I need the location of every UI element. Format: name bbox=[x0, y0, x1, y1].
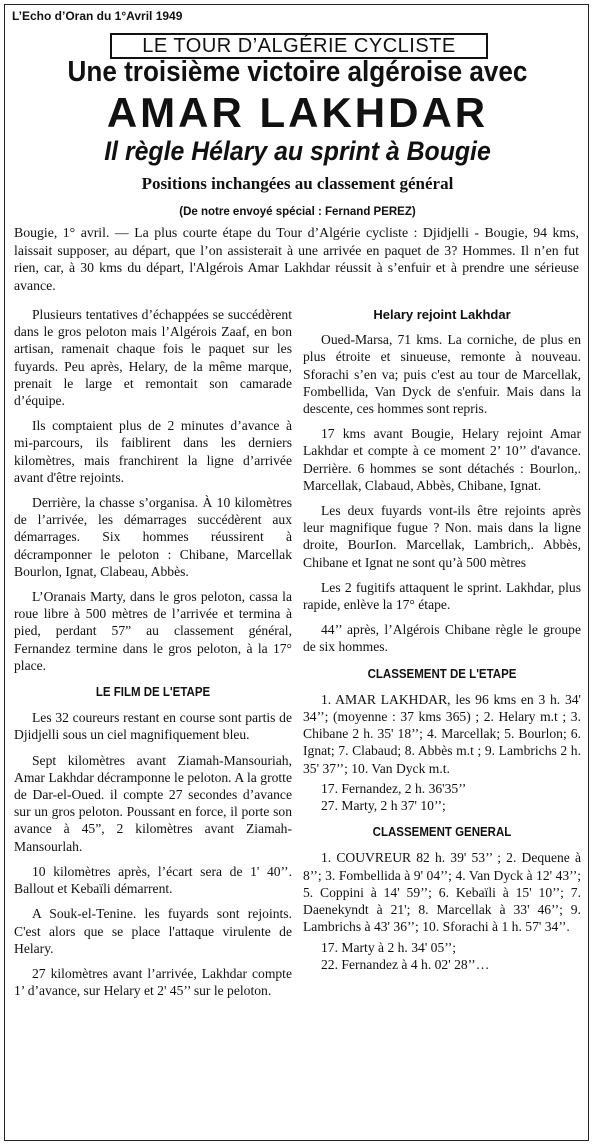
left-column bbox=[14, 306, 292, 1007]
section-title-classement-general: CLASSEMENT GENERAL bbox=[372, 825, 512, 840]
section-title-classement-etape: CLASSEMENT DE L'ETAPE bbox=[367, 666, 517, 681]
paragraph: Derrière, la chasse s’organisa. À 10 kilomètres de l’arrivée, les démarrages succédèrent aux démarrages. Six hommes réussirent à décramponner le peloton : Chibane, Marcellak Bourlon, Ignat, Clabeau, Abbès. bbox=[14, 495, 292, 579]
paragraph: Oued-Marsa, 71 kms. La corniche, de plus en plus étroite et sinueuse, remonte à nouveau. Sforachi s’en va; puis c'est au tour de Marcellak, Fombellida, Van Dyck de s'enfuir. Mais dans la descente, ces hommes sont repris. bbox=[303, 332, 581, 417]
right-column bbox=[303, 306, 581, 973]
paragraph: A Souk-el-Tenine. les fuyards sont rejoints. C'est alors que se place l'attaque virulente de Helary. bbox=[14, 906, 292, 956]
paragraph: 10 kilomètres après, l’écart sera de 1' 40’’. Ballout et Kebaïli démarrent. bbox=[14, 863, 292, 897]
rubric-box: LE TOUR D’ALGÉRIE CYCLISTE bbox=[110, 33, 488, 59]
results-line: 1. AMAR LAKHDAR, les 96 kms en 3 h. 34' 34’’; (moyenne : 37 kms 365) ; 2. Helary m.t ; 3. Chibane 2 h. 35' 18’’; 4. Marcellak; 5. Bourlon; 6. Ignat; 7. Clabaud; 8. Abbès m.t ; 9. Lambrichs 2 h. 35' 37’’; 10. Van Dyck m.t. bbox=[303, 691, 581, 776]
paragraph: Ils comptaient plus de 2 minutes d’avance à mi-parcours, ils faiblirent dans les derniers kilomètres, mais franchirent la ligne d’arrivée avant d'être rejoints. bbox=[14, 418, 292, 485]
paragraph: Plusieurs tentatives d’échappées se succédèrent dans le gros peloton mais l’Algérois Zaaf, en bon artisan, ramenait chaque fois le paquet sur les fuyards. Peu après, Helary, de la même marque, prenait le large et remontait son camarade d’équipe. bbox=[14, 307, 292, 409]
headline-line-1: Une troisième victoire algéroise avec bbox=[67, 56, 528, 88]
paragraph: 17 kms avant Bougie, Helary rejoint Amar Lakhdar et compte à ce moment 2’ 10’’ d'avance. Derrière. 6 hommes se sont détachés : Bourlon,. Marcellak, Clabaud, Abbès, Chibane, Ignat. bbox=[303, 426, 581, 493]
results-line: 17. Marty à 2 h. 34' 05’’; bbox=[321, 939, 457, 955]
byline: (De notre envoyé spécial : Fernand PEREZ) bbox=[179, 206, 416, 218]
section-title-film: LE FILM DE L'ETAPE bbox=[95, 685, 211, 700]
paragraph: 27 kilomètres avant l’arrivée, Lakhdar compte 1’ d’avance, sur Helary et 2' 45’’ sur le peloton. bbox=[14, 965, 292, 999]
results-line: 27. Marty, 2 h 37' 10’’; bbox=[321, 798, 446, 814]
headline-line-2: AMAR LAKHDAR bbox=[106, 89, 489, 136]
paragraph: Les 32 coureurs restant en course sont partis de Djidjelli sous un ciel magnifiquement bleu. bbox=[14, 710, 292, 743]
paragraph: Les 2 fugitifs attaquent le sprint. Lakhdar, plus rapide, enlève la 17° étape. bbox=[303, 579, 581, 613]
results-line: 17. Fernandez, 2 h. 36'35’’ bbox=[321, 780, 467, 796]
lead-paragraph: Bougie, 1° avril. — La plus courte étape du Tour d’Algérie cycliste : Djidjelli - Bougie, 94 kms, laissait supposer, au départ, que l’on assisterait à une arrivée en paquet de 3? Hommes. Il n’en fut rien, car, à 30 kms du départ, l'Algérois Amar Lakhdar réussit à s’enfuir et à prendre une sérieuse avance. bbox=[14, 225, 579, 293]
headline-line-3: Il règle Hélary au sprint à Bougie bbox=[104, 136, 491, 166]
results-line: 1. COUVREUR 82 h. 39' 53’’ ; 2. Dequene à 8’’; 3. Fombellida à 9' 04’’; 4. Van Dyck à 12' 43’’; 5. Coppini à 14' 59’’; 6. Kebaïli à 15' 10’’; 7. Daenekyndt à 21'; 8. Marcellak à 33' 46’’; 9. Lambrichs à 43' 36’’; 10. Sforachi à 1 h. 57' 34’’. bbox=[303, 850, 581, 935]
paragraph: Sept kilomètres avant Ziamah-Mansouriah, Amar Lakhdar décramponne le peloton. A la grotte de Dar-el-Oued. il compte 27 secondes d’avance sur un gros peloton. Poussant en force, il porte son avance à 45”, 2 kilomètres avant Ziamah-Mansourlah. bbox=[14, 752, 292, 854]
source-caption: L’Echo d’Oran du 1°Avril 1949 bbox=[12, 9, 183, 23]
section-title-helary: Helary rejoint Lakhdar bbox=[373, 307, 511, 322]
results-line: 22. Fernandez à 4 h. 02' 28’’… bbox=[321, 956, 490, 972]
paragraph: L’Oranais Marty, dans le gros peloton, cassa la roue libre à 500 mètres de l’arrivée et termina à pied, perdant 57” au classement général, Fernandez termine dans le gros peloton, à la 17° place. bbox=[14, 589, 292, 673]
paragraph: Les deux fuyards vont-ils être rejoints après leur magnifique fugue ? Non. mais dans la ligne droite, BourIon. Marcellak, Lambrich,. Abbès, Chibane et Ignat ne sont qu’à 500 mètres bbox=[303, 503, 581, 570]
paragraph: 44’’ après, l’Algérois Chibane règle le groupe de six hommes. bbox=[303, 622, 581, 655]
subheadline: Positions inchangées au classement général bbox=[141, 174, 454, 193]
